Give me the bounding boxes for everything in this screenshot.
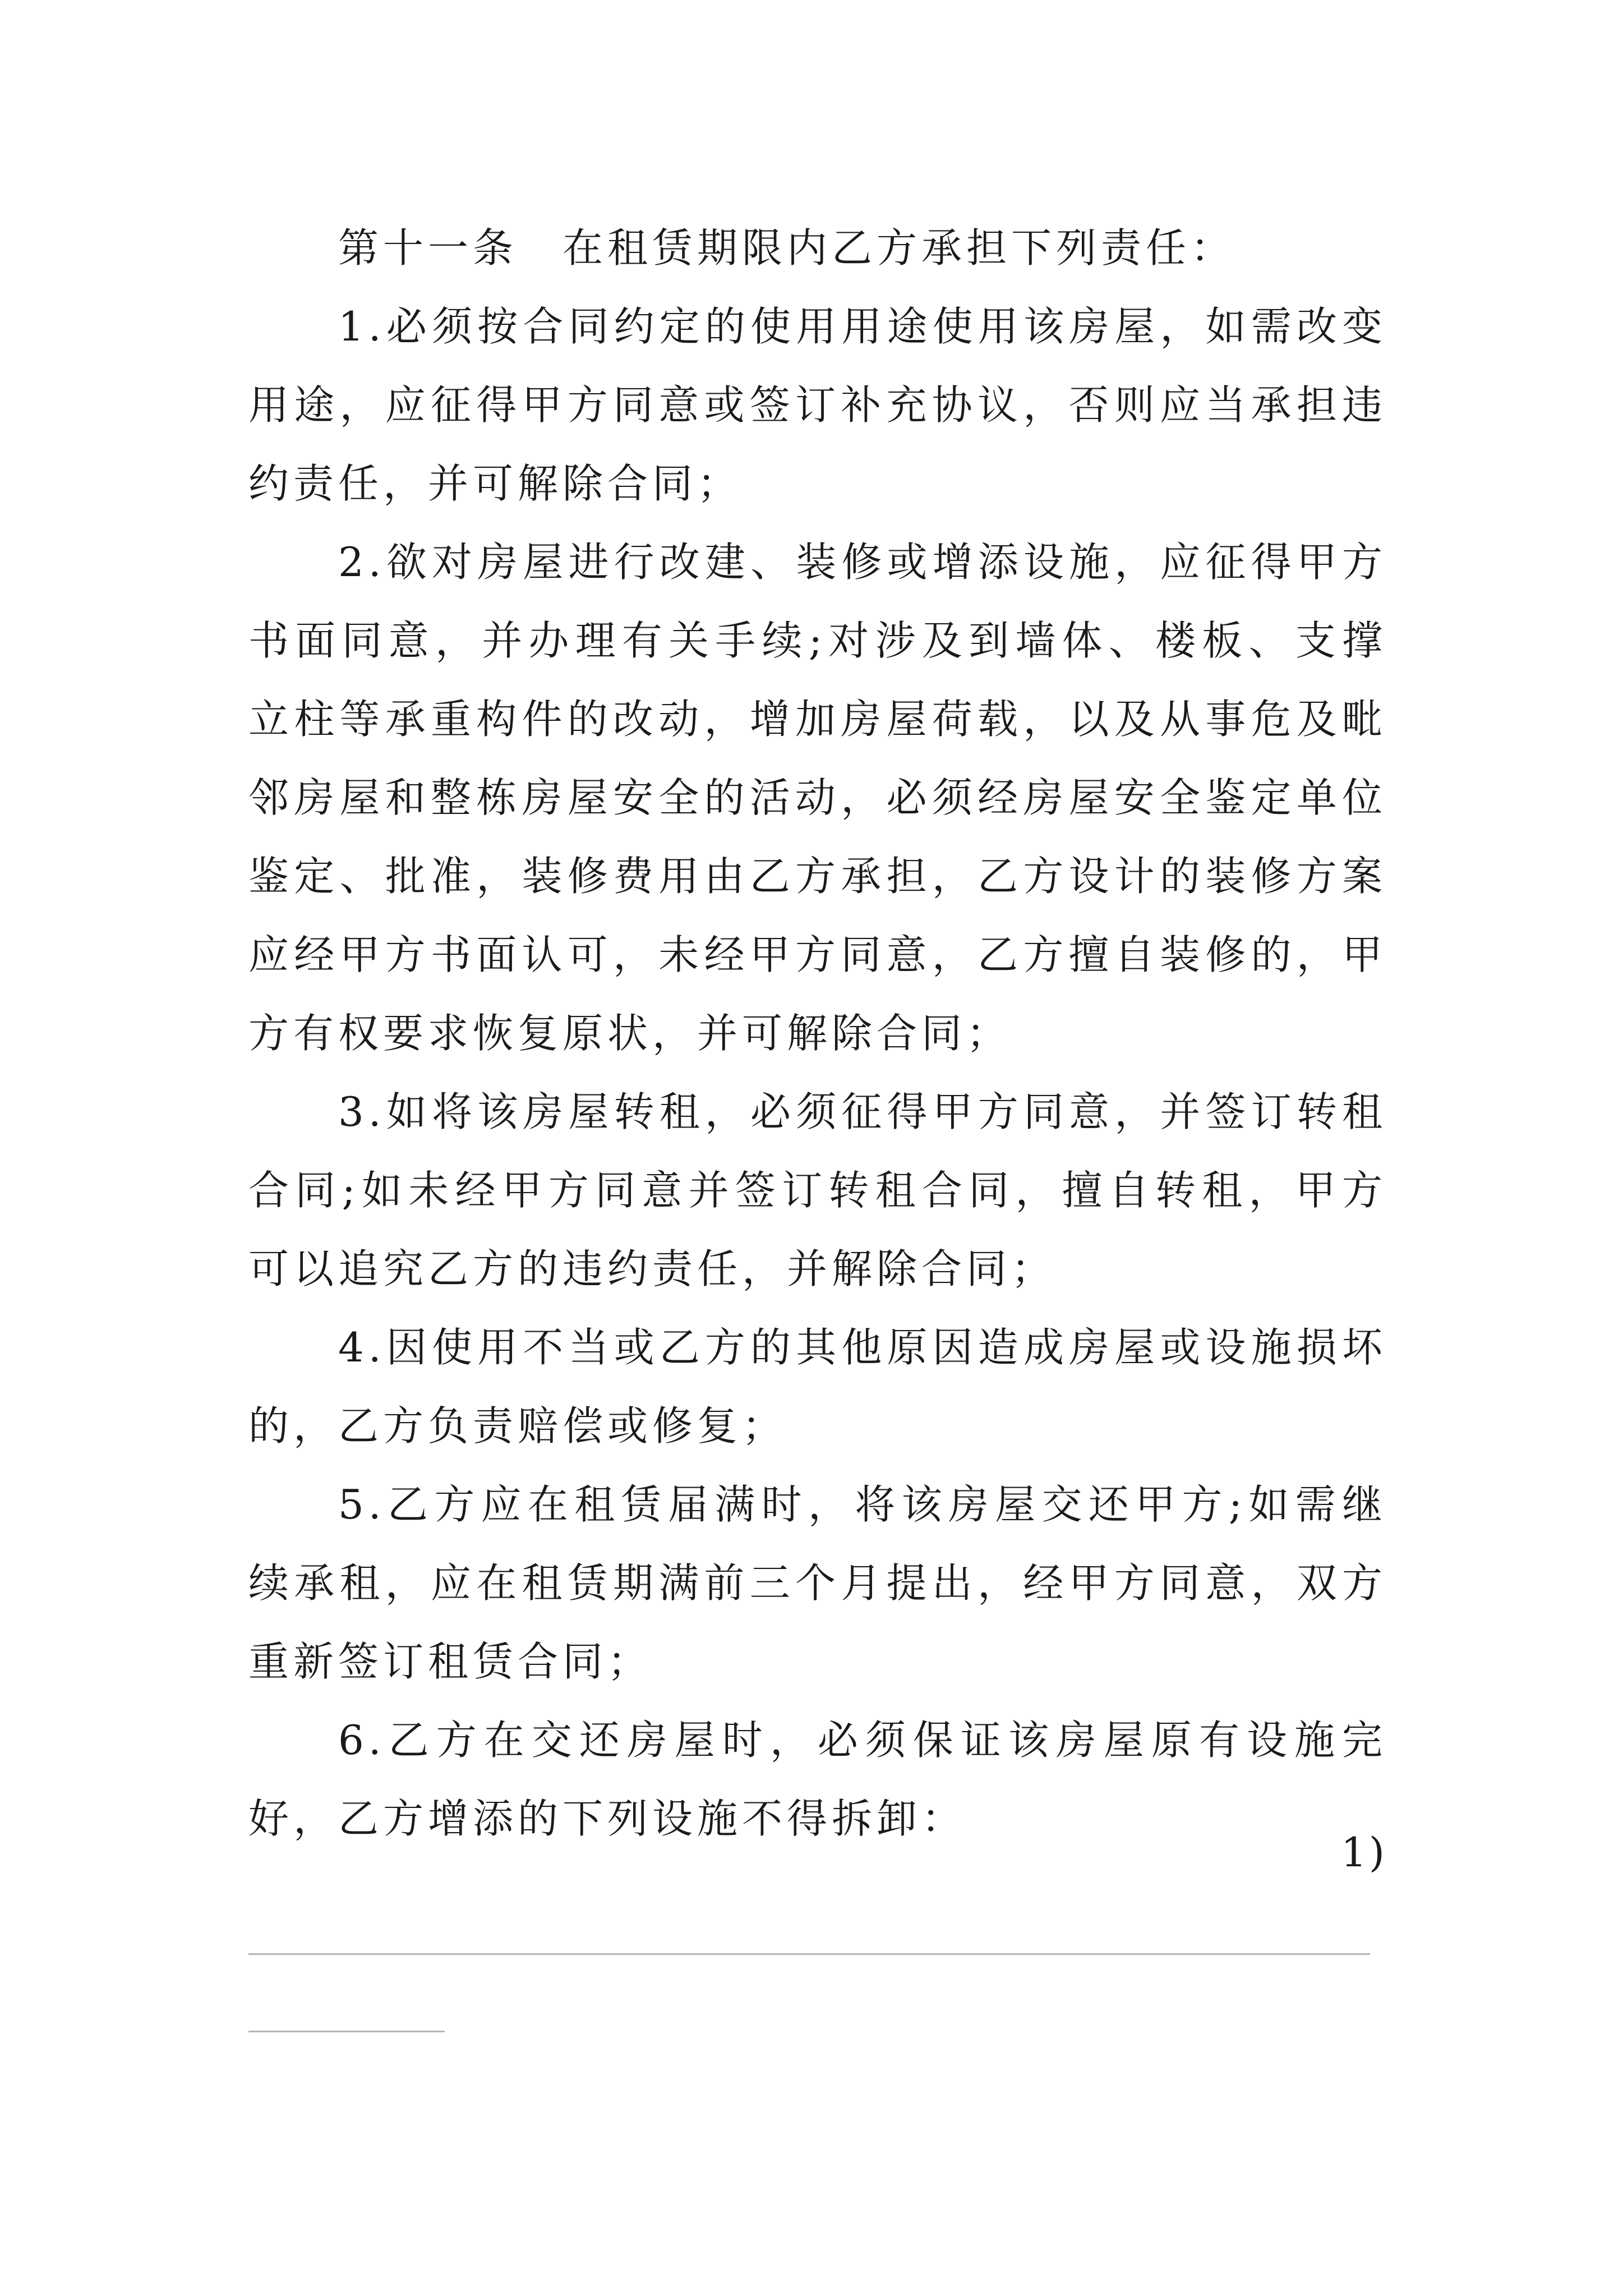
article-body xyxy=(248,209,1387,1858)
article-heading: 第十一条 在租赁期限内乙方承担下列责任： xyxy=(338,224,1236,272)
clause-item-1: 1.必须按合同约定的使用用途使用该房屋，如需改变用途，应征得甲方同意或签订补充协议，否则应当承担违约责任，并可解除合同； xyxy=(248,303,1387,507)
clause-item-3: 3.如将该房屋转租，必须征得甲方同意，并签订转租合同;如未经甲方同意并签订转租合同，擅自转租，甲方可以追究乙方的违约责任，并解除合同； xyxy=(248,1088,1387,1292)
fill-in-line-short xyxy=(248,2031,445,2032)
fill-in-line xyxy=(248,1953,1370,1955)
clause-item-6: 6.乙方在交还房屋时，必须保证该房屋原有设施完好，乙方增添的下列设施不得拆卸： xyxy=(248,1717,1387,1842)
sub-item-label: 1) xyxy=(1341,1829,1387,1876)
clause-item-2: 2.欲对房屋进行改建、装修或增添设施，应征得甲方书面同意，并办理有关手续;对涉及到墙体、楼板、支撑立柱等承重构件的改动，增加房屋荷载，以及从事危及毗邻房屋和整栋房屋安全的活动，必须经房屋安全鉴定单位鉴定、批准，装修费用由乙方承担，乙方设计的装修方案应经甲方书面认可，未经甲方同意，乙方擅自装修的，甲方有权要求恢复原状，并可解除合同； xyxy=(248,539,1387,1057)
clause-item-5: 5.乙方应在租赁届满时，将该房屋交还甲方;如需继续承租，应在租赁期满前三个月提出，经甲方同意，双方重新签订租赁合同； xyxy=(248,1481,1387,1685)
clause-item-4: 4.因使用不当或乙方的其他原因造成房屋或设施损坏的，乙方负责赔偿或修复； xyxy=(248,1324,1387,1450)
